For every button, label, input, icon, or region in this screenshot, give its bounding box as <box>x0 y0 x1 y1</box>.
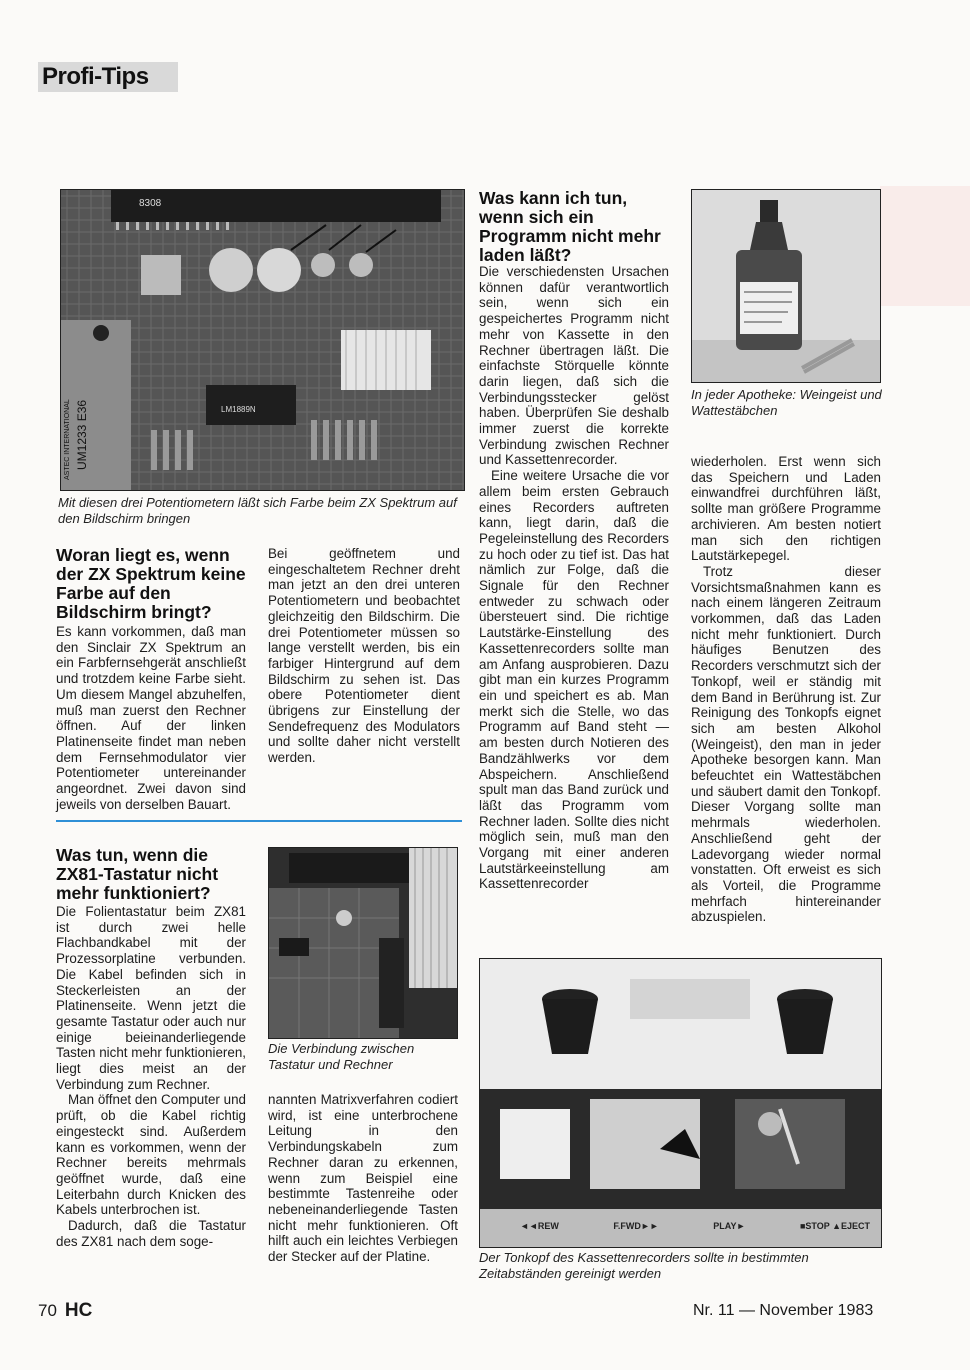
chip-top-label: 8308 <box>139 198 162 209</box>
spectrum-article-col2 <box>268 546 460 766</box>
zx81-article-heading: Was tun, wenn die ZX81-Tastatur nicht mehr funktioniert? <box>56 845 219 903</box>
zx81-article-col2: nannten Matrixverfahren codiert wird, ist eine unterbrochene Leitung in den Verbindungskabeln zum Rechner daran zu erkennen, wenn zum Beispiel eine bestimmte Tastenreihe oder nebeneinanderliegende Tasten nicht mehr funktionieren. Oft hilft auch ein leichtes Verbiegen der Stecker auf der Platine. <box>268 1092 458 1265</box>
spectrum-article-heading: Woran liegt es, wenn der ZX Spektrum keine Farbe auf den Bildschirm bringt? <box>56 545 246 622</box>
bottle-photo-caption: In jeder Apotheke: Weingeist und Wattestäbchen <box>691 387 882 418</box>
spectrum-article-col1: Es kann vorkommen, daß man den Sinclair ZX Spektrum an ein Farbfernsehgerät anschließt und trotzdem keine Farbe sieht. Um diesem Mangel abzuhelfen, muß man zuerst den Rechner öffnen. Auf der linken Platinenseite findet man neben dem Fernsehmodulator vier Potentiometer untereinander angeordnet. Zwei davon sind jeweils von derselben Bauart. <box>56 624 246 812</box>
tape-photo-caption: Der Tonkopf des Kassettenrecorders sollte in bestimmten Zeitabständen gereinigt werden <box>479 1250 809 1281</box>
page-number: 70 <box>38 1301 57 1320</box>
tape-article-heading: Was kann ich tun, wenn sich ein Programm nicht mehr laden läßt? <box>479 188 661 265</box>
chip-mid-label: LM1889N <box>221 405 256 414</box>
chip-left-label: UM1233 E36 <box>75 399 89 470</box>
stop-eject-button: ■STOP ▲EJECT <box>799 1221 870 1231</box>
spectrum-board-photo <box>60 189 465 491</box>
section-header <box>38 62 178 92</box>
fast-forward-button: F.FWD►► <box>613 1221 659 1231</box>
spectrum-photo-caption: Mit diesen drei Potentiometern läßt sich Farbe beim ZX Spektrum auf den Bildschirm bringen <box>58 495 457 526</box>
tape-article-col4 <box>691 454 881 925</box>
tape-col3-p2: Eine weitere Ursache die vor allem beim ersten Gebrauch eines Recorders auftreten kann, liegt darin, daß die Pegeleinstellung des Recorders zu hoch oder zu tief ist. Das hat nämlich zur Folge, daß die Signale für den Rechner entweder zu schwach oder übersteuert sind. Die richtige Lautstärke-Einstellung des Kassettenrecorders sollte man am Anfang ausprobieren. Dazu gibt man ein kurzes Programm ein und speichert es ab. Man merkt sich die Stelle, wo das Programm auf Band steht — am besten durch Notieren des Bandzählwerks vor dem Abspeichern. Anschließend spult man das Band zurück und läßt das Programm vom Rechner laden. Sollte dies nicht möglich sein, muß man den Vorgang mit einer anderen Lautstärkeeinstellung am Kassettenrecorder <box>479 468 669 892</box>
zx81-col1-p3: Dadurch, daß die Tastatur des ZX81 nach dem soge- <box>56 1218 246 1249</box>
issue-label: Nr. 11 — November 1983 <box>693 1302 874 1319</box>
section-title: Profi-Tips <box>42 63 149 90</box>
spectrum-article-col2-text: Bei geöffnetem und eingeschaltetem Rechner dreht man jetzt an den drei unteren Potentiometern und beobachtet gleichzeitig den Bildschirm. Die drei Potentiometer müssen so lange verstellt werden, bis ein farbiger Hintergrund auf dem Bildschirm zu sehen ist. Das obere Potentiometer dient übrigens zur Einstellung der Sendefrequenz des Modulators und sollte daher nicht verstellt werden. <box>268 546 460 766</box>
chip-left-brand: ASTEC INTERNATIONAL <box>64 399 71 480</box>
tape-col4-p1: wiederholen. Erst wenn sich das Speichern und Laden einwandfrei durchführen läßt, sollte man größere Programme archivieren. Am besten notiert man sich den richtigen Lautstärkepegel. <box>691 454 881 564</box>
zx81-connection-photo <box>268 847 458 1039</box>
bleed-through-area <box>880 186 970 306</box>
tape-article-col3 <box>479 264 669 892</box>
magazine-logo: HC <box>64 1300 93 1321</box>
bottle-photo <box>691 189 881 383</box>
play-button: PLAY► <box>713 1221 746 1231</box>
tape-col4-p2: Trotz dieser Vorsichtsmaßnahmen kann es nach einem längeren Zeitraum vorkommen, daß das Laden nicht mehr funktioniert. Durch häufiges Benutzen des Recorders verschmutzt sich der Tonkopf, weil er ständig mit dem Band in Berührung ist. Zur Reinigung des Tonkopfs eignet sich am besten Alkohol (Weingeist), den man in jeder Apotheke besorgen kann. Man befeuchtet ein Wattestäbchen und säubert damit den Tonkopf. Dieser Vorgang sollte man mehrmals wiederholen. Anschließend geht der Ladevorgang wieder normal vonstatten. Oft erweist es sich als Vorteil, die Programme mehrfach hintereinander abzuspielen. <box>691 563 881 925</box>
zx81-col1-p2: Man öffnet den Computer und prüft, ob die Kabel richtig eingesteckt sind. Außerdem kann es vorkommen, wenn der Rechner bereits mehrmals geöffnet wurde, daß eine Leiterbahn durch Knicken des Kabels unterbrochen ist. <box>56 1092 246 1218</box>
tape-head-photo <box>479 958 882 1248</box>
page-footer-left <box>38 1300 92 1322</box>
zx81-photo-caption: Die Verbindung zwischen Tastatur und Rechner <box>268 1041 415 1072</box>
zx81-article-col1 <box>56 904 246 1249</box>
tape-button-row <box>520 1221 870 1231</box>
rewind-button: ◄◄REW <box>520 1221 559 1231</box>
tape-col3-p1: Die verschiedensten Ursachen können dafür verantwortlich sein, wenn sich ein gespeichertes Programm nicht mehr von Kassette in den Rechner übertragen läßt. Die einfachste Störquelle könnte darin liegen, daß sich die Verbindungsstecker gelöst haben. Überprüfen Sie deshalb immer zuerst die korrekte Verbindung zwischen Rechner und Kassettenrecorder. <box>479 264 669 468</box>
zx81-col1-p1: Die Folientastatur beim ZX81 ist durch zwei helle Flachbandkabel mit der Prozessorplatine verbunden. Die Kabel befinden sich in Steckerleisten an der Platinenseite. Wenn jetzt die gesamte Tastatur oder auch nur einige beieinanderliegende Tasten nicht mehr funktionieren, liegt dies meist an der Verbindung zum Rechner. <box>56 904 246 1092</box>
section-divider <box>56 820 462 822</box>
